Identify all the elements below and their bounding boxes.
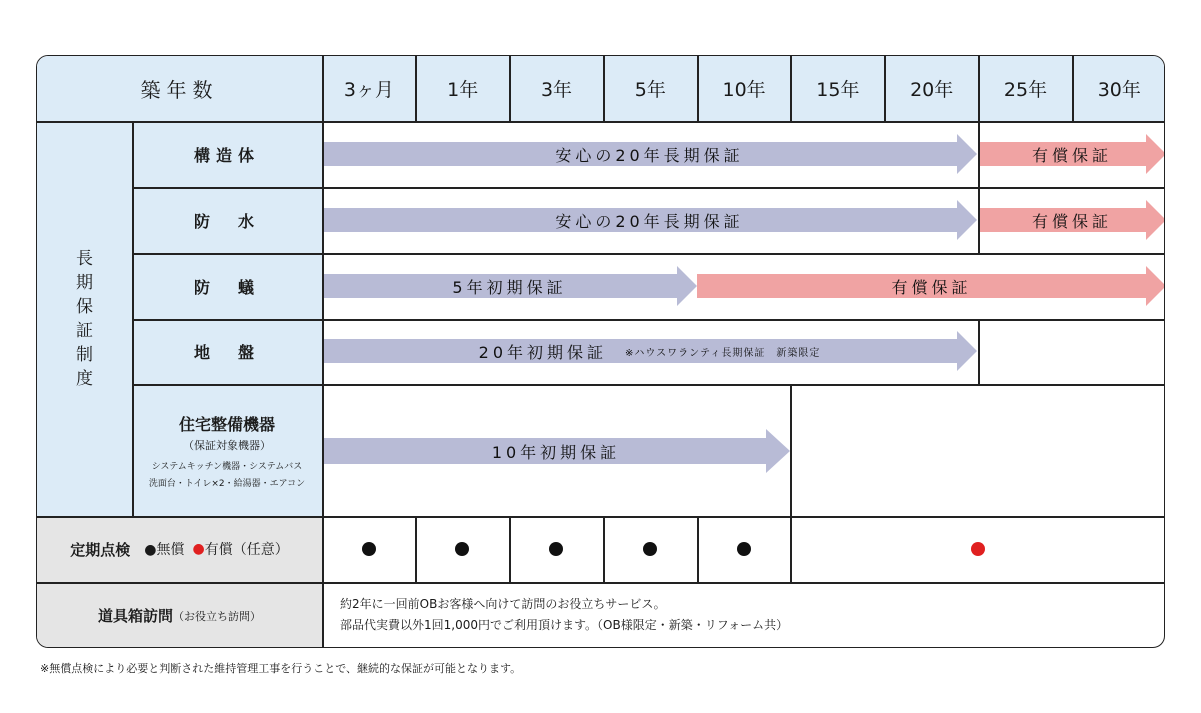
equipment-sublabel: （保証対象機器） xyxy=(183,438,271,452)
toolbox-label: 道具箱訪問 xyxy=(97,607,173,625)
row-label-structure: 構造体 xyxy=(132,121,322,187)
warranty-table xyxy=(36,55,1165,648)
arrow-structure-warranty: 安心の20年長期保証 xyxy=(322,134,977,174)
arrow-waterproof-warranty: 安心の20年長期保証 xyxy=(322,200,977,240)
arrow-waterproof-paid: 有償保証 xyxy=(978,200,1165,240)
side-label-char: 度 xyxy=(76,368,93,389)
footnote: ※無償点検により必要と判断された維持管理工事を行うことで、継続的な保証が可能となります。 xyxy=(40,662,522,675)
ground-warranty-text: 20年初期保証 xyxy=(478,342,608,362)
legend-paid-dot: ● xyxy=(192,541,205,557)
side-label xyxy=(37,121,132,516)
side-label-char: 証 xyxy=(76,320,93,341)
ground-warranty-note: ※ハウスワランティ長期保証 新築限定 xyxy=(625,347,821,359)
year-header: 10年 xyxy=(722,79,766,101)
side-label-char: 長 xyxy=(76,248,93,269)
equipment-title: 住宅整備機器 xyxy=(178,414,275,434)
toolbox-line-1: 約2年に一回前OBお客様へ向けて訪問のお役立ちサービス。 xyxy=(340,597,666,611)
legend-free: ●無償 xyxy=(144,542,185,558)
arrow-structure-paid: 有償保証 xyxy=(978,134,1165,174)
year-header: 3年 xyxy=(540,79,573,101)
toolbox-sublabel: （お役立ち訪問） xyxy=(173,609,261,623)
header-title: 築年数 xyxy=(140,78,219,102)
arrow-termite-paid: 有償保証 xyxy=(697,266,1165,306)
arrow-equipment-warranty: 10年初期保証 xyxy=(322,429,790,473)
header-title-cell xyxy=(37,56,322,121)
toolbox-description xyxy=(340,594,1160,639)
equipment-items-2: 洗面台・トイレ×2・給湯器・エアコン xyxy=(148,478,306,489)
year-header: 20年 xyxy=(910,79,954,101)
inspection-dot-3months xyxy=(362,542,376,556)
side-label-char: 保 xyxy=(76,296,93,317)
inspection-dot-10years xyxy=(737,542,751,556)
toolbox-line-2: 部品代実費以外1回1,000円でご利用頂けます。（OB様限定・新築・リフォーム共） xyxy=(340,618,789,632)
legend-paid: 有償（任意） xyxy=(204,542,289,558)
year-header: 1年 xyxy=(447,79,479,101)
year-header: 5年 xyxy=(634,79,666,101)
year-header: 3ヶ月 xyxy=(343,79,394,101)
row-label-waterproof: 防 水 xyxy=(132,187,322,253)
row-label-ground: 地 盤 xyxy=(132,319,322,384)
side-label-char: 制 xyxy=(76,344,93,365)
row-label-equipment xyxy=(132,384,322,516)
inspection-dot-paid xyxy=(971,542,985,556)
inspection-label: 定期点検 xyxy=(70,540,131,559)
inspection-dot-3years xyxy=(549,542,563,556)
inspection-label-cell xyxy=(37,516,322,582)
toolbox-label-cell xyxy=(37,582,322,648)
side-label-char: 期 xyxy=(76,272,93,293)
equipment-items-1: システムキッチン機器・システムバス xyxy=(151,461,303,472)
year-header: 25年 xyxy=(1003,79,1048,101)
arrow-ground-warranty xyxy=(322,331,977,371)
row-label-termite: 防 蟻 xyxy=(132,253,322,319)
year-header: 30年 xyxy=(1097,79,1141,101)
year-header: 15年 xyxy=(816,79,860,101)
arrow-termite-warranty: 5年初期保証 xyxy=(322,266,697,306)
inspection-dot-5years xyxy=(643,542,657,556)
inspection-dot-1year xyxy=(455,542,469,556)
